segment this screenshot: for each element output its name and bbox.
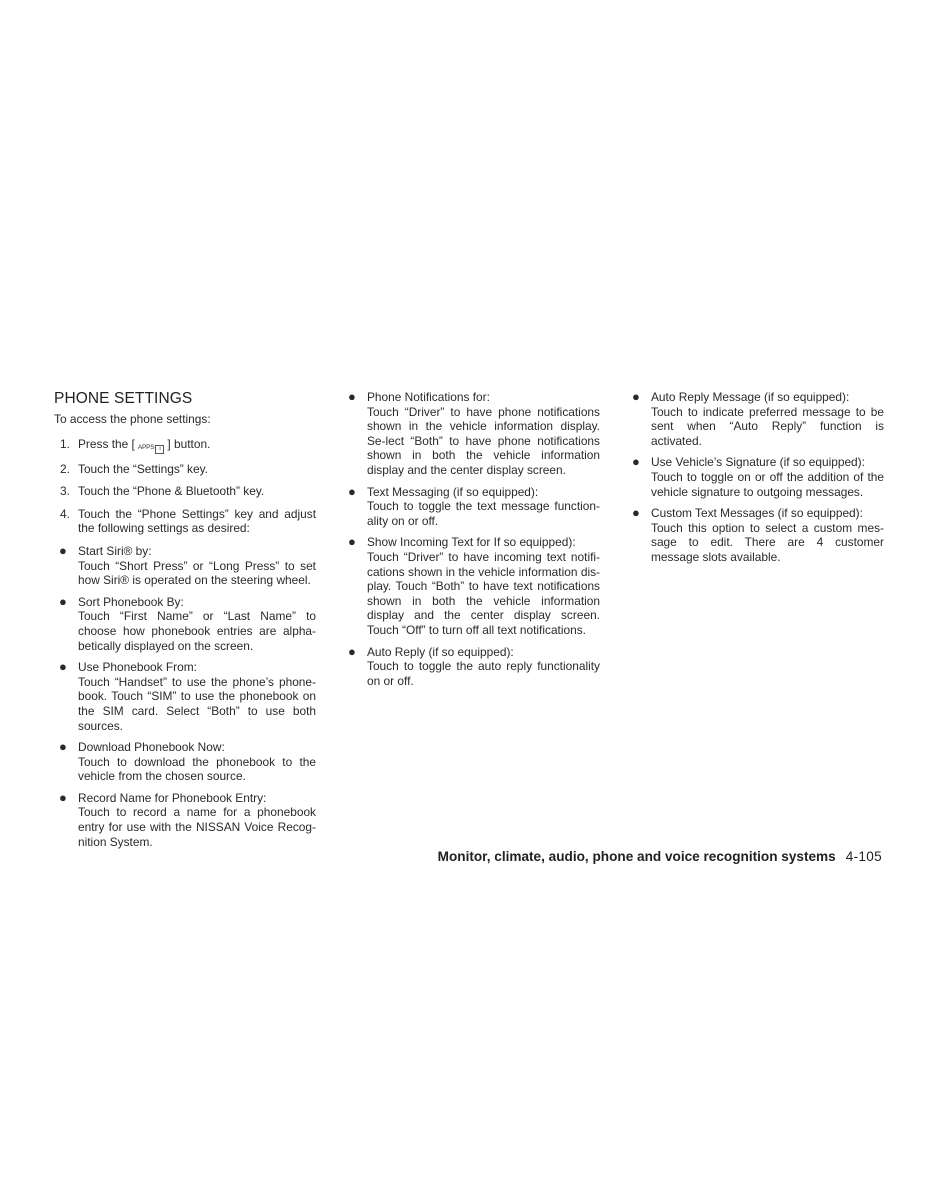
step-text: Touch the “Settings” key.: [78, 461, 208, 476]
step-item: [54, 437, 316, 454]
setting-title: Auto Reply (if so equipped):: [367, 644, 514, 659]
step-item: [54, 507, 316, 536]
bullet-icon: ●: [59, 739, 67, 755]
setting-description: Touch “Driver” to have phone notifications shown in the vehicle information display. Se-lect “Both” to have phone notifications shown in both the vehicle information display and the center display screen.: [367, 404, 600, 477]
bullet-icon: ●: [59, 659, 67, 675]
column-1: [54, 390, 316, 856]
bullet-icon: ●: [59, 542, 67, 558]
setting-item: [343, 485, 600, 529]
step-text: Touch the “Phone & Bluetooth” key.: [78, 484, 265, 499]
setting-description: Touch “Driver” to have incoming text notifi-cations shown in the vehicle information dis-play. Touch “Both” to have text notifications shown in both the vehicle information display and the center display screen. Touch “Off” to turn off all text notifications.: [367, 549, 600, 637]
setting-item: [627, 455, 884, 499]
setting-description: Touch to toggle the auto reply functionality on or off.: [367, 659, 600, 688]
settings-list-2: [343, 390, 600, 688]
setting-description: Touch this option to select a custom mes-sage to edit. There are 4 customer message slots available.: [651, 520, 884, 564]
intro-text: To access the phone settings:: [54, 412, 211, 426]
step-item: [54, 484, 316, 499]
bullet-icon: ●: [348, 389, 356, 404]
page-footer: [438, 848, 882, 865]
setting-item: [343, 645, 600, 689]
bullet-icon: ●: [348, 483, 356, 499]
setting-title: Sort Phonebook By:: [78, 594, 184, 609]
apps-button-icon: APPS i: [137, 443, 166, 454]
step-item: [54, 462, 316, 477]
bullet-icon: ●: [59, 593, 67, 609]
step-text-post: ] button.: [167, 436, 211, 451]
setting-item: [54, 740, 316, 784]
setting-title: Download Phonebook Now:: [78, 740, 225, 755]
setting-description: Touch to record a name for a phonebook entry for use with the NISSAN Voice Recog-nition System.: [78, 805, 316, 849]
bullet-icon: ●: [632, 454, 640, 470]
setting-title: Show Incoming Text for If so equipped):: [367, 535, 576, 550]
setting-item: [627, 506, 884, 564]
setting-description: Touch to indicate preferred message to be sent when “Auto Reply” function is activated.: [651, 404, 884, 448]
setting-description: Touch to toggle on or off the addition of the vehicle signature to outgoing messages.: [651, 469, 884, 499]
setting-item: [343, 390, 600, 478]
column-3: [627, 390, 884, 572]
step-number: 1.: [60, 436, 70, 451]
setting-title: Record Name for Phonebook Entry:: [78, 790, 267, 805]
bullet-icon: ●: [59, 789, 67, 805]
bullet-icon: ●: [348, 643, 356, 659]
bullet-icon: ●: [632, 389, 640, 404]
bullet-icon: ●: [348, 534, 356, 550]
setting-title: Use Phonebook From:: [78, 660, 197, 675]
setting-item: [343, 535, 600, 637]
setting-description: Touch “First Name” or “Last Name” to choose how phonebook entries are alpha-betically displayed on the screen.: [78, 609, 316, 653]
setting-description: Touch to toggle the text message function-ality on or off.: [367, 499, 600, 528]
setting-description: Touch “Short Press” or “Long Press” to set how Siri® is operated on the steering wheel.: [78, 558, 316, 588]
setting-item: [54, 595, 316, 653]
setting-title: Phone Notifications for:: [367, 390, 490, 404]
setting-item: [54, 660, 316, 733]
page-number: 4-105: [845, 849, 882, 864]
setting-item: [54, 791, 316, 849]
setting-item: [54, 544, 316, 588]
step-text-pre: Press the [: [78, 436, 135, 451]
step-number: 2.: [60, 461, 70, 476]
step-number: 3.: [60, 484, 70, 499]
section-heading: PHONE SETTINGS: [54, 390, 193, 407]
setting-description: Touch “Handset” to use the phone’s phone-book. Touch “SIM” to use the phonebook on the SIM card. Select “Both” to use both sources.: [78, 674, 316, 733]
bullet-icon: ●: [632, 505, 640, 521]
footer-section-title: Monitor, climate, audio, phone and voice recognition systems: [437, 849, 836, 864]
setting-title: Start Siri® by:: [78, 543, 152, 558]
setting-item: [627, 390, 884, 448]
setting-title: Custom Text Messages (if so equipped):: [651, 506, 863, 521]
setting-description: Touch to download the phonebook to the vehicle from the chosen source.: [78, 754, 316, 784]
settings-list-3: [627, 390, 884, 565]
column-2: [343, 390, 600, 695]
steps-list: [54, 437, 316, 536]
setting-title: Use Vehicle’s Signature (if so equipped):: [651, 455, 865, 470]
settings-list-1: [54, 544, 316, 849]
setting-title: Text Messaging (if so equipped):: [367, 484, 539, 499]
step-text: Touch the “Phone Settings” key and adjust the following settings as desired:: [78, 506, 316, 536]
step-number: 4.: [60, 506, 70, 521]
setting-title: Auto Reply Message (if so equipped):: [651, 390, 850, 404]
